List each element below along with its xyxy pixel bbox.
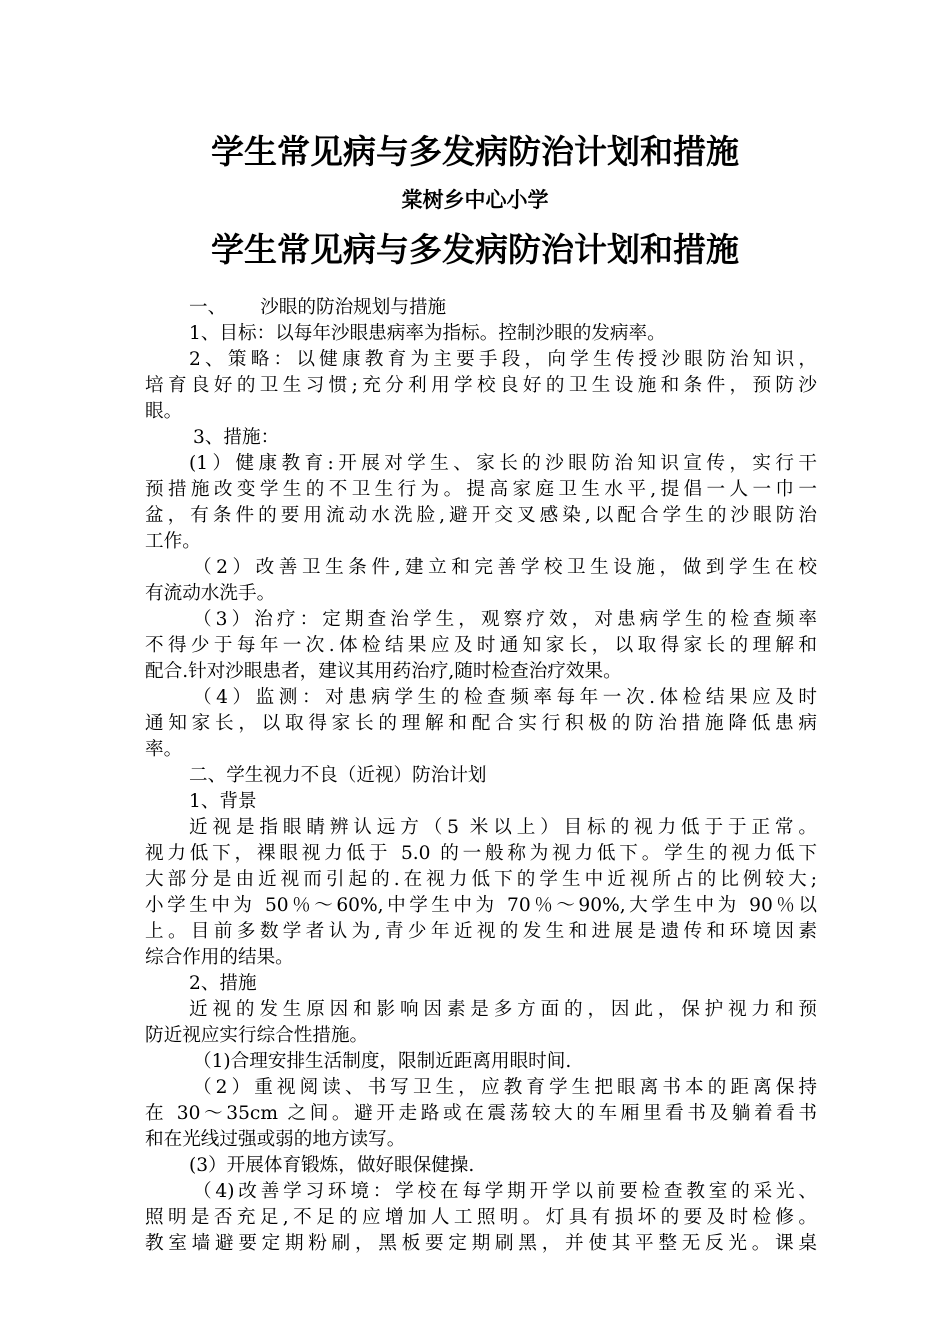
point2-line1: （2）重视阅读、书写卫生，应教育学生把眼离书本的距离保持	[193, 1077, 817, 1098]
background-line2: 视力低下，裸眼视力低于 5.0 的一般称为视力低下。学生的视力低下	[145, 843, 817, 864]
document-title-repeat: 学生常见病与多发病防治计划和措施	[211, 230, 739, 269]
section1-measures-heading: 3、措施：	[193, 427, 280, 448]
point3: (3）开展体育锻炼，做好眼保健操.	[189, 1155, 475, 1176]
measure3-line3: 配合.针对沙眼患者，建议其用药治疗,随时检查治疗效果。	[145, 661, 622, 682]
measure1-line2: 预措施改变学生的不卫生行为。提高家庭卫生水平,提倡一人一巾一	[145, 479, 817, 500]
measure4-line1: （4）监测：对患病学生的检查频率每年一次.体检结果应及时	[193, 687, 817, 708]
measure4-line2: 通知家长，以取得家长的理解和配合实行积极的防治措施降低患病	[145, 713, 817, 734]
measure3-line2: 不得少于每年一次.体检结果应及时通知家长，以取得家长的理解和	[145, 635, 817, 656]
document-title: 学生常见病与多发病防治计划和措施	[211, 132, 739, 171]
section1-strategy-line3: 眼。	[145, 401, 183, 422]
point4-line3: 教室墙避要定期粉刷，黑板要定期刷黑，并使其平整无反光。课桌	[145, 1233, 817, 1254]
measure2-line2: 有流动水洗手。	[145, 583, 276, 604]
measures-intro-line2: 防近视应实行综合性措施。	[145, 1025, 369, 1046]
measures-intro-line1: 近视的发生原因和影响因素是多方面的，因此，保护视力和预	[189, 999, 817, 1020]
background-line4: 小学生中为 50％～60%,中学生中为 70％～90%,大学生中为 90％以	[145, 895, 818, 916]
background-line6: 综合作用的结果。	[145, 947, 294, 968]
background-line3: 大部分是由近视而引起的.在视力低下的学生中近视所占的比例较大;	[145, 869, 817, 890]
point2-line2: 在 30～35cm 之间。避开走路或在震荡较大的车厢里看书及躺着看书	[145, 1103, 817, 1124]
measure3-line1: （3）治疗：定期查治学生，观察疗效，对患病学生的检查频率	[193, 609, 817, 630]
section2-background-heading: 1、背景	[189, 791, 257, 812]
section1-goal: 1、目标：以每年沙眼患病率为指标。控制沙眼的发病率。	[189, 323, 666, 344]
point1: （1)合理安排生活制度，限制近距离用眼时间.	[193, 1051, 572, 1072]
background-line1: 近视是指眼睛辨认远方（5 米以上）目标的视力低于于正常。	[189, 817, 817, 838]
section1-strategy-line1: 2、策略：以健康教育为主要手段，向学生传授沙眼防治知识，	[189, 349, 817, 370]
background-line5: 上。目前多数学者认为,青少年近视的发生和进展是遗传和环境因素	[145, 921, 817, 942]
point4-line1: （4)改善学习环境：学校在每学期开学以前要检查教室的采光、	[193, 1181, 817, 1202]
section1-heading-text: 沙眼的防治规划与措施	[260, 297, 447, 318]
section1-heading	[145, 295, 817, 321]
measure4-line3: 率。	[145, 739, 183, 760]
school-name: 棠树乡中心小学	[401, 188, 549, 212]
measure1-line1: (1）健康教育:开展对学生、家长的沙眼防治知识宣传，实行干	[189, 453, 817, 474]
section2-measures-heading: 2、措施	[189, 973, 257, 994]
measure1-line4: 工作。	[145, 531, 201, 552]
section2-heading: 二、学生视力不良（近视）防治计划	[189, 765, 487, 786]
section1-strategy-line2: 培育良好的卫生习惯;充分利用学校良好的卫生设施和条件，预防沙	[145, 375, 817, 396]
measure1-line3: 盆，有条件的要用流动水洗脸,避开交叉感染,以配合学生的沙眼防治	[145, 505, 817, 526]
measure2-line1: （2）改善卫生条件,建立和完善学校卫生设施，做到学生在校	[193, 557, 817, 578]
section1-heading-number: 一、	[189, 297, 227, 318]
document-body	[145, 295, 817, 1257]
point2-line3: 和在光线过强或弱的地方读写。	[145, 1129, 406, 1150]
point4-line2: 照明是否充足,不足的应增加人工照明。灯具有损坏的要及时检修。	[145, 1207, 817, 1228]
